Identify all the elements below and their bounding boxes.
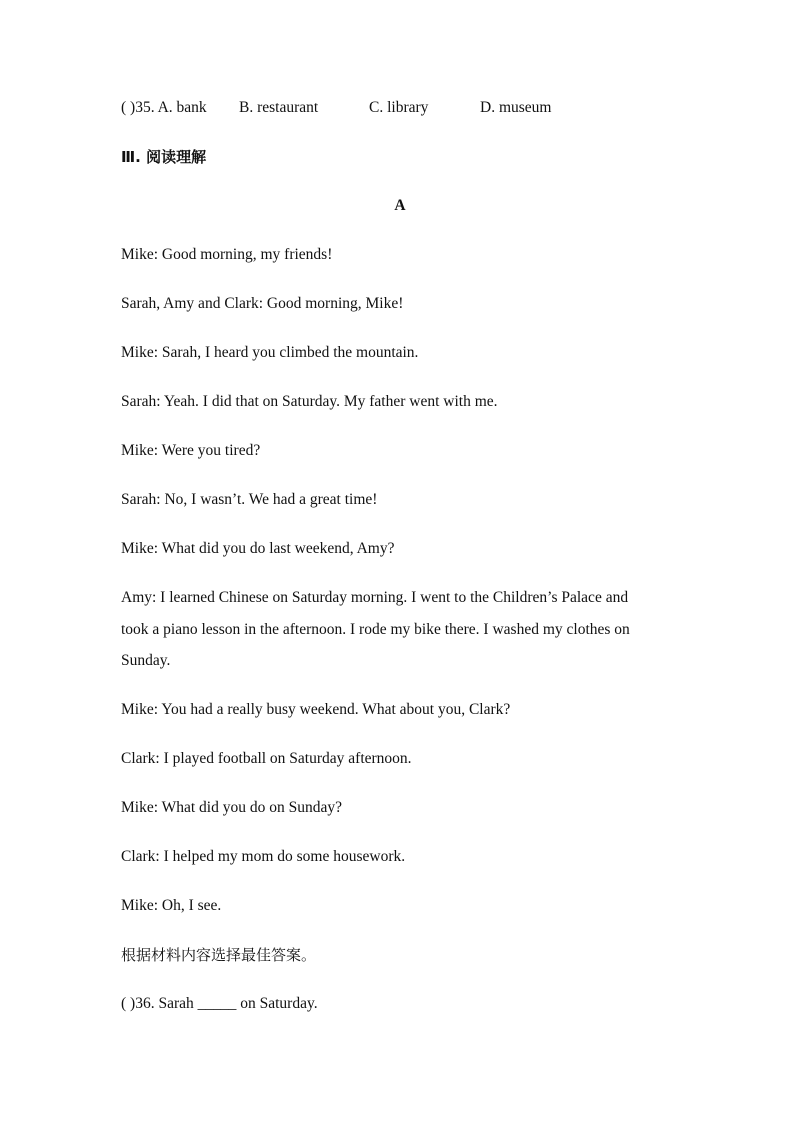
dialogue-line: Clark: I helped my mom do some housework.: [121, 848, 406, 865]
q35-option-b: B. restaurant: [239, 99, 319, 116]
q35-option-d: D. museum: [480, 99, 552, 116]
dialogue-line: Mike: Good morning, my friends!: [121, 246, 333, 263]
dialogue-line: Mike: What did you do last weekend, Amy?: [121, 540, 395, 557]
dialogue-line: Mike: What did you do on Sunday?: [121, 799, 342, 816]
dialogue-line: Sarah: No, I wasn’t. We had a great time!: [121, 491, 378, 508]
passage-label: A: [394, 197, 406, 214]
q35-number-option-a: ( )35. A. bank: [121, 99, 207, 116]
dialogue-line: Clark: I played football on Saturday afternoon.: [121, 750, 412, 767]
dialogue-line: Sunday.: [121, 652, 171, 669]
dialogue-line: took a piano lesson in the afternoon. I rode my bike there. I washed my clothes on: [121, 621, 630, 638]
dialogue-line: Sarah, Amy and Clark: Good morning, Mike!: [121, 295, 404, 312]
instruction: 根据材料内容选择最佳答案。: [121, 946, 317, 964]
section-title: Ⅲ. 阅读理解: [121, 148, 207, 166]
q36-question: ( )36. Sarah _____ on Saturday.: [121, 995, 318, 1012]
dialogue-line: Mike: You had a really busy weekend. What about you, Clark?: [121, 701, 511, 718]
dialogue-line: Mike: Were you tired?: [121, 442, 261, 459]
dialogue-line: Mike: Sarah, I heard you climbed the mountain.: [121, 344, 419, 361]
dialogue-line: Sarah: Yeah. I did that on Saturday. My father went with me.: [121, 393, 498, 410]
dialogue-line: Mike: Oh, I see.: [121, 897, 222, 914]
q35-option-c: C. library: [369, 99, 429, 116]
dialogue-line: Amy: I learned Chinese on Saturday morning. I went to the Children’s Palace and: [121, 589, 629, 606]
